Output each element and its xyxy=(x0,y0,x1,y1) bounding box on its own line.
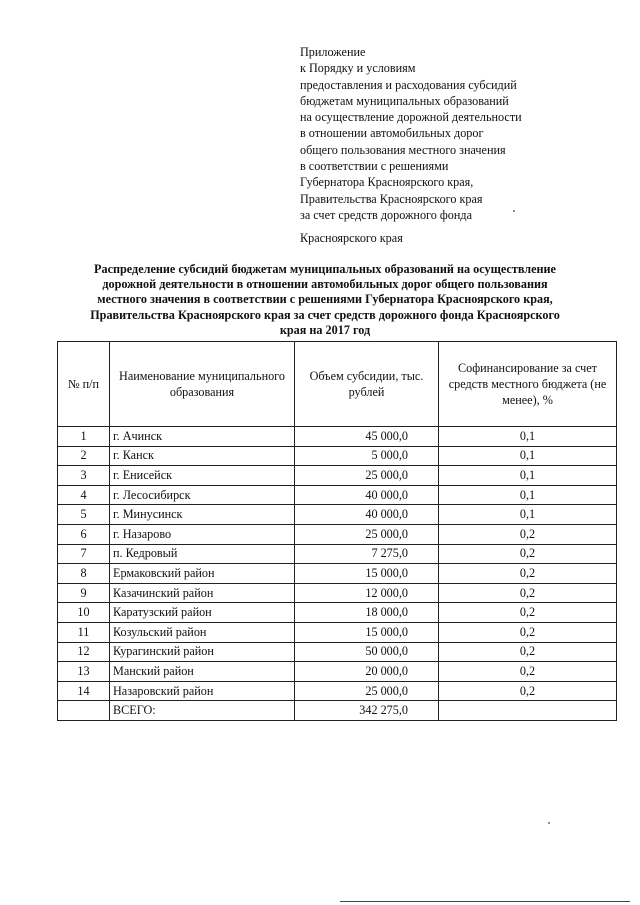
row-volume: 45 000,0 xyxy=(295,427,439,447)
table-row xyxy=(58,681,617,701)
row-volume: 5 000,0 xyxy=(295,446,439,466)
appendix-line: на осуществление дорожной деятельности xyxy=(300,110,522,125)
row-name: г. Енисейск xyxy=(110,466,295,486)
table-row xyxy=(58,564,617,584)
row-share: 0,2 xyxy=(439,603,617,623)
row-name: Ермаковский район xyxy=(110,564,295,584)
row-num: 1 xyxy=(58,427,110,447)
appendix-line: Правительства Красноярского края xyxy=(300,191,483,206)
row-volume: 15 000,0 xyxy=(295,564,439,584)
subsidy-table xyxy=(57,341,617,721)
title-line: края на 2017 год xyxy=(279,322,371,337)
row-num: 2 xyxy=(58,446,110,466)
row-name: г. Назарово xyxy=(110,524,295,544)
row-name: Козульский район xyxy=(110,622,295,642)
header-share: Софинансирование за счет средств местного бюджета (не менее), % xyxy=(439,342,617,427)
header-row xyxy=(58,342,617,427)
row-name: Манский район xyxy=(110,662,295,682)
row-name: г. Лесосибирск xyxy=(110,485,295,505)
title-line: Правительства Красноярского края за счет средств дорожного фонда Красноярского xyxy=(90,307,560,322)
row-volume: 7 275,0 xyxy=(295,544,439,564)
table-body xyxy=(58,427,617,721)
appendix-line: бюджетам муниципальных образований xyxy=(300,93,509,108)
row-share: 0,2 xyxy=(439,622,617,642)
row-volume: 12 000,0 xyxy=(295,583,439,603)
row-num: 12 xyxy=(58,642,110,662)
row-share: 0,2 xyxy=(439,564,617,584)
row-volume: 18 000,0 xyxy=(295,603,439,623)
appendix-line: предоставления и расходования субсидий xyxy=(300,77,517,92)
row-share: 0,1 xyxy=(439,427,617,447)
table-row xyxy=(58,642,617,662)
table-row xyxy=(58,505,617,525)
table-row xyxy=(58,524,617,544)
header-num: № п/п xyxy=(58,342,110,427)
total-label: ВСЕГО: xyxy=(110,701,295,721)
row-share: 0,1 xyxy=(439,466,617,486)
title-line: дорожной деятельности в отношении автомобильных дорог общего пользования xyxy=(102,277,548,292)
row-volume: 40 000,0 xyxy=(295,505,439,525)
row-num: 9 xyxy=(58,583,110,603)
row-num: 13 xyxy=(58,662,110,682)
total-share-cell xyxy=(439,701,617,721)
header-volume: Объем субсидии, тыс. рублей xyxy=(295,342,439,427)
table-header xyxy=(58,342,617,427)
row-num: 5 xyxy=(58,505,110,525)
row-volume: 25 000,0 xyxy=(295,524,439,544)
row-volume: 25 000,0 xyxy=(295,466,439,486)
row-name: Каратузский район xyxy=(110,603,295,623)
appendix-line: Приложение xyxy=(300,45,366,59)
row-num: 14 xyxy=(58,681,110,701)
row-share: 0,2 xyxy=(439,583,617,603)
table-row xyxy=(58,603,617,623)
title-line: местного значения в соответствии с решениями Губернатора Красноярского края, xyxy=(97,292,553,307)
row-num: 10 xyxy=(58,603,110,623)
appendix-line: в отношении автомобильных дорог xyxy=(300,126,484,141)
row-share: 0,1 xyxy=(439,505,617,525)
total-row xyxy=(58,701,617,721)
scan-edge-line xyxy=(340,901,630,902)
table-row xyxy=(58,485,617,505)
appendix-line: общего пользования местного значения xyxy=(300,142,506,157)
row-name: г. Минусинск xyxy=(110,505,295,525)
appendix-line: за счет средств дорожного фонда xyxy=(300,207,473,222)
row-volume: 40 000,0 xyxy=(295,485,439,505)
appendix-line: в соответствии с решениями xyxy=(300,159,449,174)
appendix-block xyxy=(300,44,600,247)
table-row xyxy=(58,427,617,447)
table-row xyxy=(58,466,617,486)
row-name: Назаровский район xyxy=(110,681,295,701)
row-share: 0,1 xyxy=(439,446,617,466)
table-row xyxy=(58,622,617,642)
table-row xyxy=(58,583,617,603)
row-num: 6 xyxy=(58,524,110,544)
row-share: 0,2 xyxy=(439,544,617,564)
row-share: 0,1 xyxy=(439,485,617,505)
row-name: п. Кедровый xyxy=(110,544,295,564)
scan-speck xyxy=(548,822,550,824)
table-row xyxy=(58,446,617,466)
row-num: 3 xyxy=(58,466,110,486)
row-volume: 50 000,0 xyxy=(295,642,439,662)
total-volume: 342 275,0 xyxy=(295,701,439,721)
row-num: 8 xyxy=(58,564,110,584)
appendix-line: к Порядку и условиям xyxy=(300,61,416,76)
row-name: Курагинский район xyxy=(110,642,295,662)
row-share: 0,2 xyxy=(439,524,617,544)
appendix-line: Губернатора Красноярского края, xyxy=(300,175,474,190)
row-volume: 25 000,0 xyxy=(295,681,439,701)
row-num: 4 xyxy=(58,485,110,505)
row-share: 0,2 xyxy=(439,642,617,662)
row-name: Казачинский район xyxy=(110,583,295,603)
scan-speck xyxy=(513,210,515,212)
header-name: Наименование муниципального образования xyxy=(110,342,295,427)
table-row xyxy=(58,662,617,682)
row-share: 0,2 xyxy=(439,662,617,682)
row-num: 11 xyxy=(58,622,110,642)
document-title xyxy=(58,262,592,338)
title-line: Распределение субсидий бюджетам муниципальных образований на осуществление xyxy=(94,262,556,276)
total-num-cell xyxy=(58,701,110,721)
appendix-line: Красноярского края xyxy=(300,231,403,246)
row-volume: 20 000,0 xyxy=(295,662,439,682)
row-num: 7 xyxy=(58,544,110,564)
row-name: г. Ачинск xyxy=(110,427,295,447)
row-name: г. Канск xyxy=(110,446,295,466)
row-volume: 15 000,0 xyxy=(295,622,439,642)
table-row xyxy=(58,544,617,564)
row-share: 0,2 xyxy=(439,681,617,701)
